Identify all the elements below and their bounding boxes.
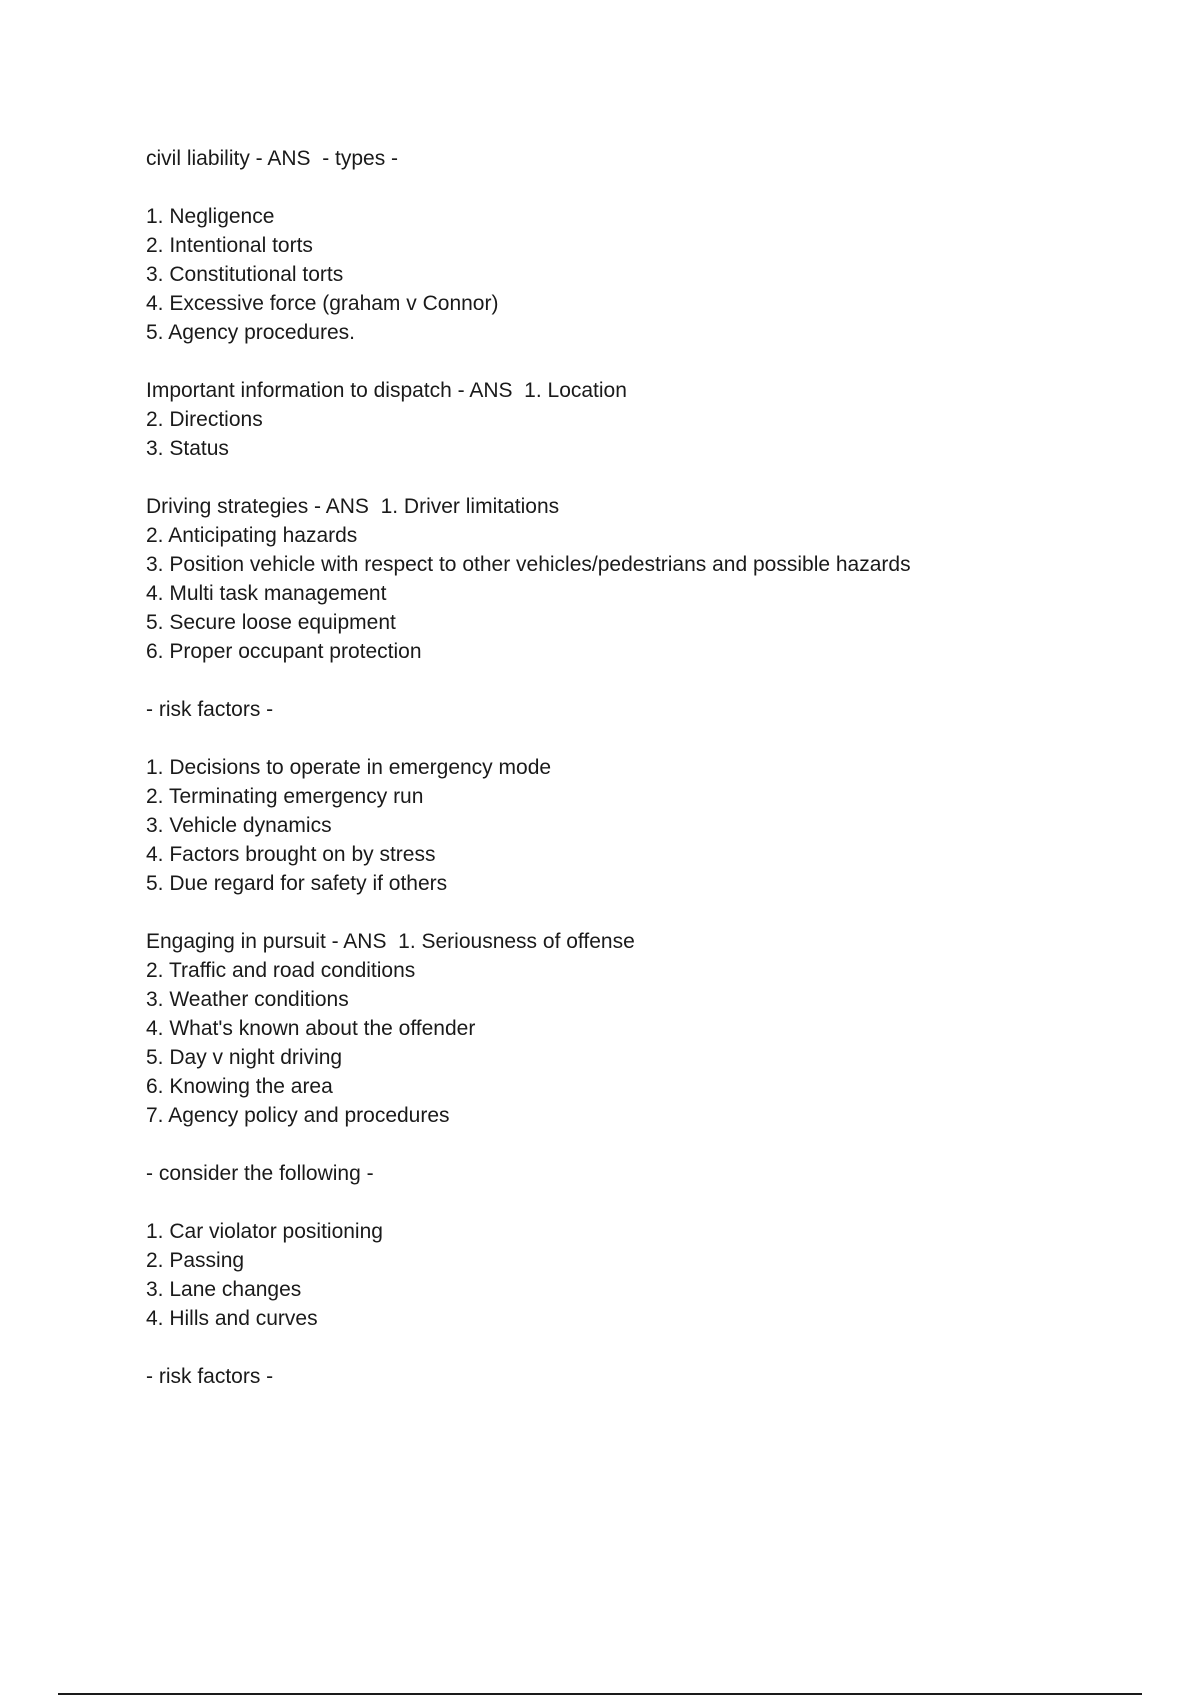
list-item: 4. What's known about the offender [146, 1017, 476, 1040]
list-item: 5. Day v night driving [146, 1046, 343, 1069]
blank-line [146, 898, 1146, 927]
blank-line [146, 347, 1146, 376]
list-item: 2. Directions [146, 408, 263, 431]
list-item: 2. Traffic and road conditions [146, 959, 416, 982]
heading-driving-strategies: Driving strategies - ANS 1. Driver limitations [146, 495, 560, 518]
blank-line [146, 1333, 1146, 1362]
list-item: 3. Lane changes [146, 1278, 302, 1301]
subheading-risk-factors: - risk factors - [146, 698, 274, 721]
list-item: 3. Position vehicle with respect to other vehicles/pedestrians and possible hazards [146, 553, 911, 576]
blank-line [146, 1130, 1146, 1159]
blank-line [146, 173, 1146, 202]
heading-civil-liability: civil liability - ANS - types - [146, 147, 399, 170]
list-item: 2. Terminating emergency run [146, 785, 424, 808]
document-body [146, 144, 1146, 1391]
blank-line [146, 666, 1146, 695]
list-item: 1. Decisions to operate in emergency mode [146, 756, 552, 779]
blank-line [146, 1188, 1146, 1217]
list-item: 4. Excessive force (graham v Connor) [146, 292, 499, 315]
list-item: 3. Status [146, 437, 229, 460]
list-item: 1. Car violator positioning [146, 1220, 383, 1243]
list-item: 4. Factors brought on by stress [146, 843, 436, 866]
list-item: 1. Negligence [146, 205, 275, 228]
blank-line [146, 724, 1146, 753]
list-item: 2. Intentional torts [146, 234, 313, 257]
heading-engaging-pursuit: Engaging in pursuit - ANS 1. Seriousness of offense [146, 930, 635, 953]
list-item: 4. Hills and curves [146, 1307, 318, 1330]
heading-dispatch-info: Important information to dispatch - ANS 1. Location [146, 379, 627, 402]
subheading-risk-factors: - risk factors - [146, 1365, 274, 1388]
list-item: 5. Agency procedures. [146, 321, 355, 344]
list-item: 4. Multi task management [146, 582, 387, 605]
subheading-consider-following: - consider the following - [146, 1162, 374, 1185]
footer-divider [58, 1693, 1142, 1695]
list-item: 2. Passing [146, 1249, 245, 1272]
list-item: 3. Weather conditions [146, 988, 349, 1011]
list-item: 5. Due regard for safety if others [146, 872, 448, 895]
list-item: 3. Vehicle dynamics [146, 814, 332, 837]
list-item: 3. Constitutional torts [146, 263, 344, 286]
list-item: 7. Agency policy and procedures [146, 1104, 450, 1127]
list-item: 5. Secure loose equipment [146, 611, 396, 634]
list-item: 6. Knowing the area [146, 1075, 333, 1098]
list-item: 6. Proper occupant protection [146, 640, 422, 663]
blank-line [146, 463, 1146, 492]
list-item: 2. Anticipating hazards [146, 524, 358, 547]
